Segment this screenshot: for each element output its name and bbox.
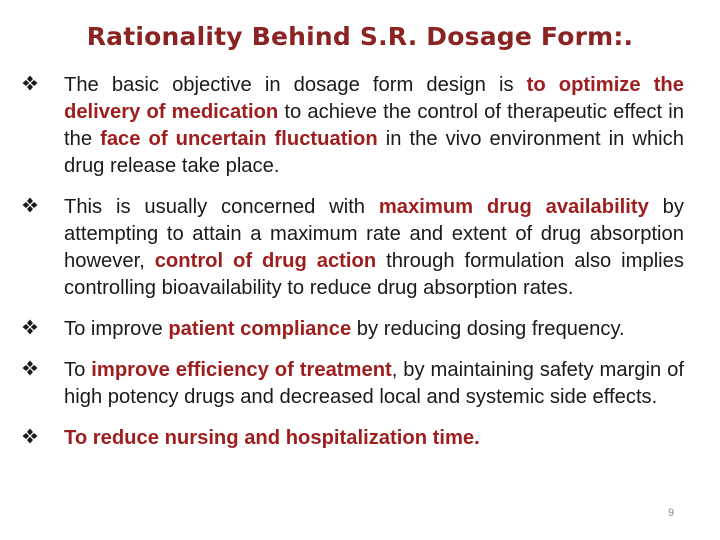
highlight-text: improve efficiency of treatment: [91, 359, 392, 381]
bullet-text: The basic objective in dosage form design is to optimize the delivery of medication to achieve the control of therapeutic effect in the face of uncertain fluctuation in the vivo environment in which drug release take place.: [64, 74, 684, 177]
bullet-item-4: [22, 357, 684, 411]
highlight-text: face of uncertain fluctuation: [100, 128, 378, 150]
highlight-text: to optimize the delivery of medication: [64, 74, 684, 123]
diamond-bullet-icon: [22, 197, 38, 213]
bullet-text: To improve efficiency of treatment, by maintaining safety margin of high potency drugs and decreased local and systemic side effects.: [64, 359, 684, 408]
highlight-text: To reduce nursing and hospitalization time.: [64, 427, 480, 449]
bullet-item-1: [22, 72, 684, 180]
highlight-text: maximum drug availability: [378, 196, 649, 218]
bullet-text: To improve patient compliance by reducing dosing frequency.: [64, 318, 625, 340]
page-number: 9: [668, 507, 675, 519]
bullet-item-3: [22, 316, 684, 343]
diamond-bullet-icon: [22, 75, 38, 91]
slide-title: Rationality Behind S.R. Dosage Form:.: [86, 22, 634, 51]
bullet-item-5: [22, 425, 684, 452]
highlight-text: control of drug action: [154, 250, 377, 272]
bullet-text: This is usually concerned with maximum drug availability by attempting to attain a maximum rate and extent of drug absorption however, control of drug action through formulation also implies controlling bioavailability to reduce drug absorption rates.: [64, 196, 684, 299]
diamond-bullet-icon: [22, 319, 38, 335]
bullet-item-2: [22, 194, 684, 302]
diamond-bullet-icon: [22, 360, 38, 376]
diamond-bullet-icon: [22, 428, 38, 444]
bullet-list: [22, 72, 684, 466]
highlight-text: patient compliance: [168, 318, 352, 340]
bullet-text: [64, 425, 684, 452]
